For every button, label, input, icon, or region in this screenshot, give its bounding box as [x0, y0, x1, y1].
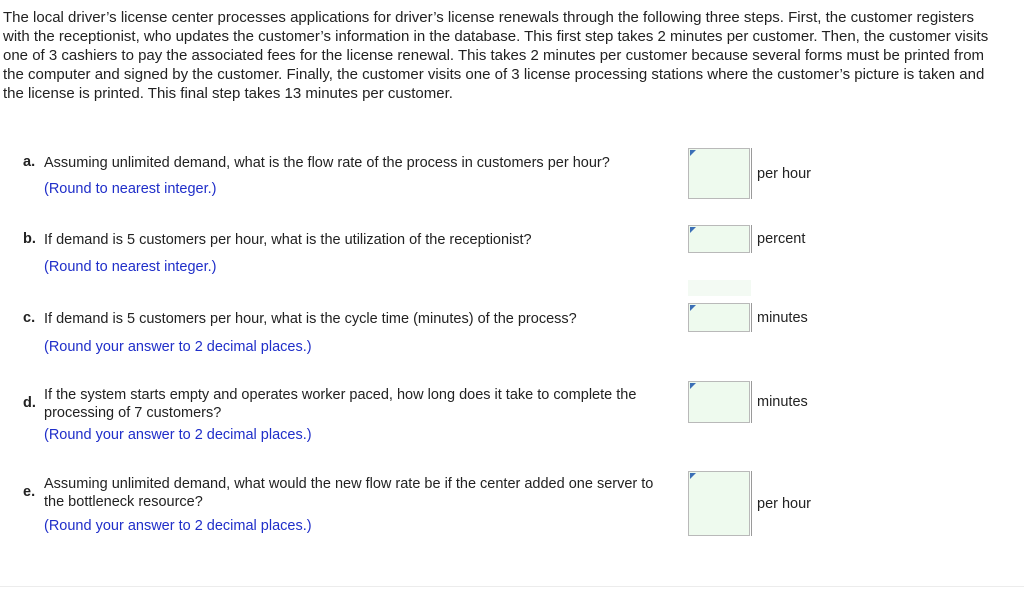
divider	[751, 148, 752, 199]
rounding-hint: (Round your answer to 2 decimal places.)	[44, 518, 312, 534]
question-text: Assuming unlimited demand, what would the new flow rate be if the center added one server to the bottleneck resource?	[44, 476, 654, 510]
problem-statement: The local driver’s license center processes applications for driver’s license renewals through the following three steps. First, the customer registers with the receptionist, who updates the customer’s information in the database. This first step takes 2 minutes per customer. Then, the customer visits one of 3 cashiers to pay the associated fees for the license renewal. This takes 2 minutes per customer because several forms must be printed from the computer and signed by the customer. Finally, the customer visits one of 3 license processing stations where the customer’s picture is taken and the license is printed. This final step takes 13 minutes per customer.	[3, 9, 989, 102]
answer-input-a[interactable]	[688, 148, 750, 199]
divider	[751, 471, 752, 536]
divider	[751, 303, 752, 332]
question-text: Assuming unlimited demand, what is the flow rate of the process in customers per hour?	[44, 155, 610, 171]
answer-input-d[interactable]	[688, 381, 750, 423]
answer-placeholder-strip	[688, 280, 751, 296]
unit-label-c: minutes	[757, 310, 808, 326]
question-letter: d.	[23, 395, 36, 411]
unit-label-a: per hour	[757, 166, 812, 182]
rounding-hint: (Round to nearest integer.)	[44, 181, 217, 197]
question-letter: a.	[23, 154, 36, 170]
unit-label-b: percent	[757, 231, 806, 247]
answer-input-c[interactable]	[688, 303, 750, 332]
rounding-hint: (Round your answer to 2 decimal places.)	[44, 339, 312, 355]
divider	[751, 381, 752, 423]
rounding-hint: (Round to nearest integer.)	[44, 259, 217, 275]
question-letter: e.	[23, 484, 36, 500]
answer-input-e[interactable]	[688, 471, 750, 536]
unit-label-d: minutes	[757, 394, 808, 410]
divider	[0, 586, 1024, 587]
question-letter: c.	[23, 310, 36, 326]
question-text: If demand is 5 customers per hour, what is the cycle time (minutes) of the process?	[44, 311, 577, 327]
question-text: If the system starts empty and operates worker paced, how long does it take to complete the processing of 7 customers?	[44, 387, 637, 421]
rounding-hint: (Round your answer to 2 decimal places.)	[44, 427, 312, 443]
unit-label-e: per hour	[757, 496, 812, 512]
question-text: If demand is 5 customers per hour, what is the utilization of the receptionist?	[44, 232, 532, 248]
divider	[751, 225, 752, 253]
question-letter: b.	[23, 231, 36, 247]
answer-input-b[interactable]	[688, 225, 750, 253]
